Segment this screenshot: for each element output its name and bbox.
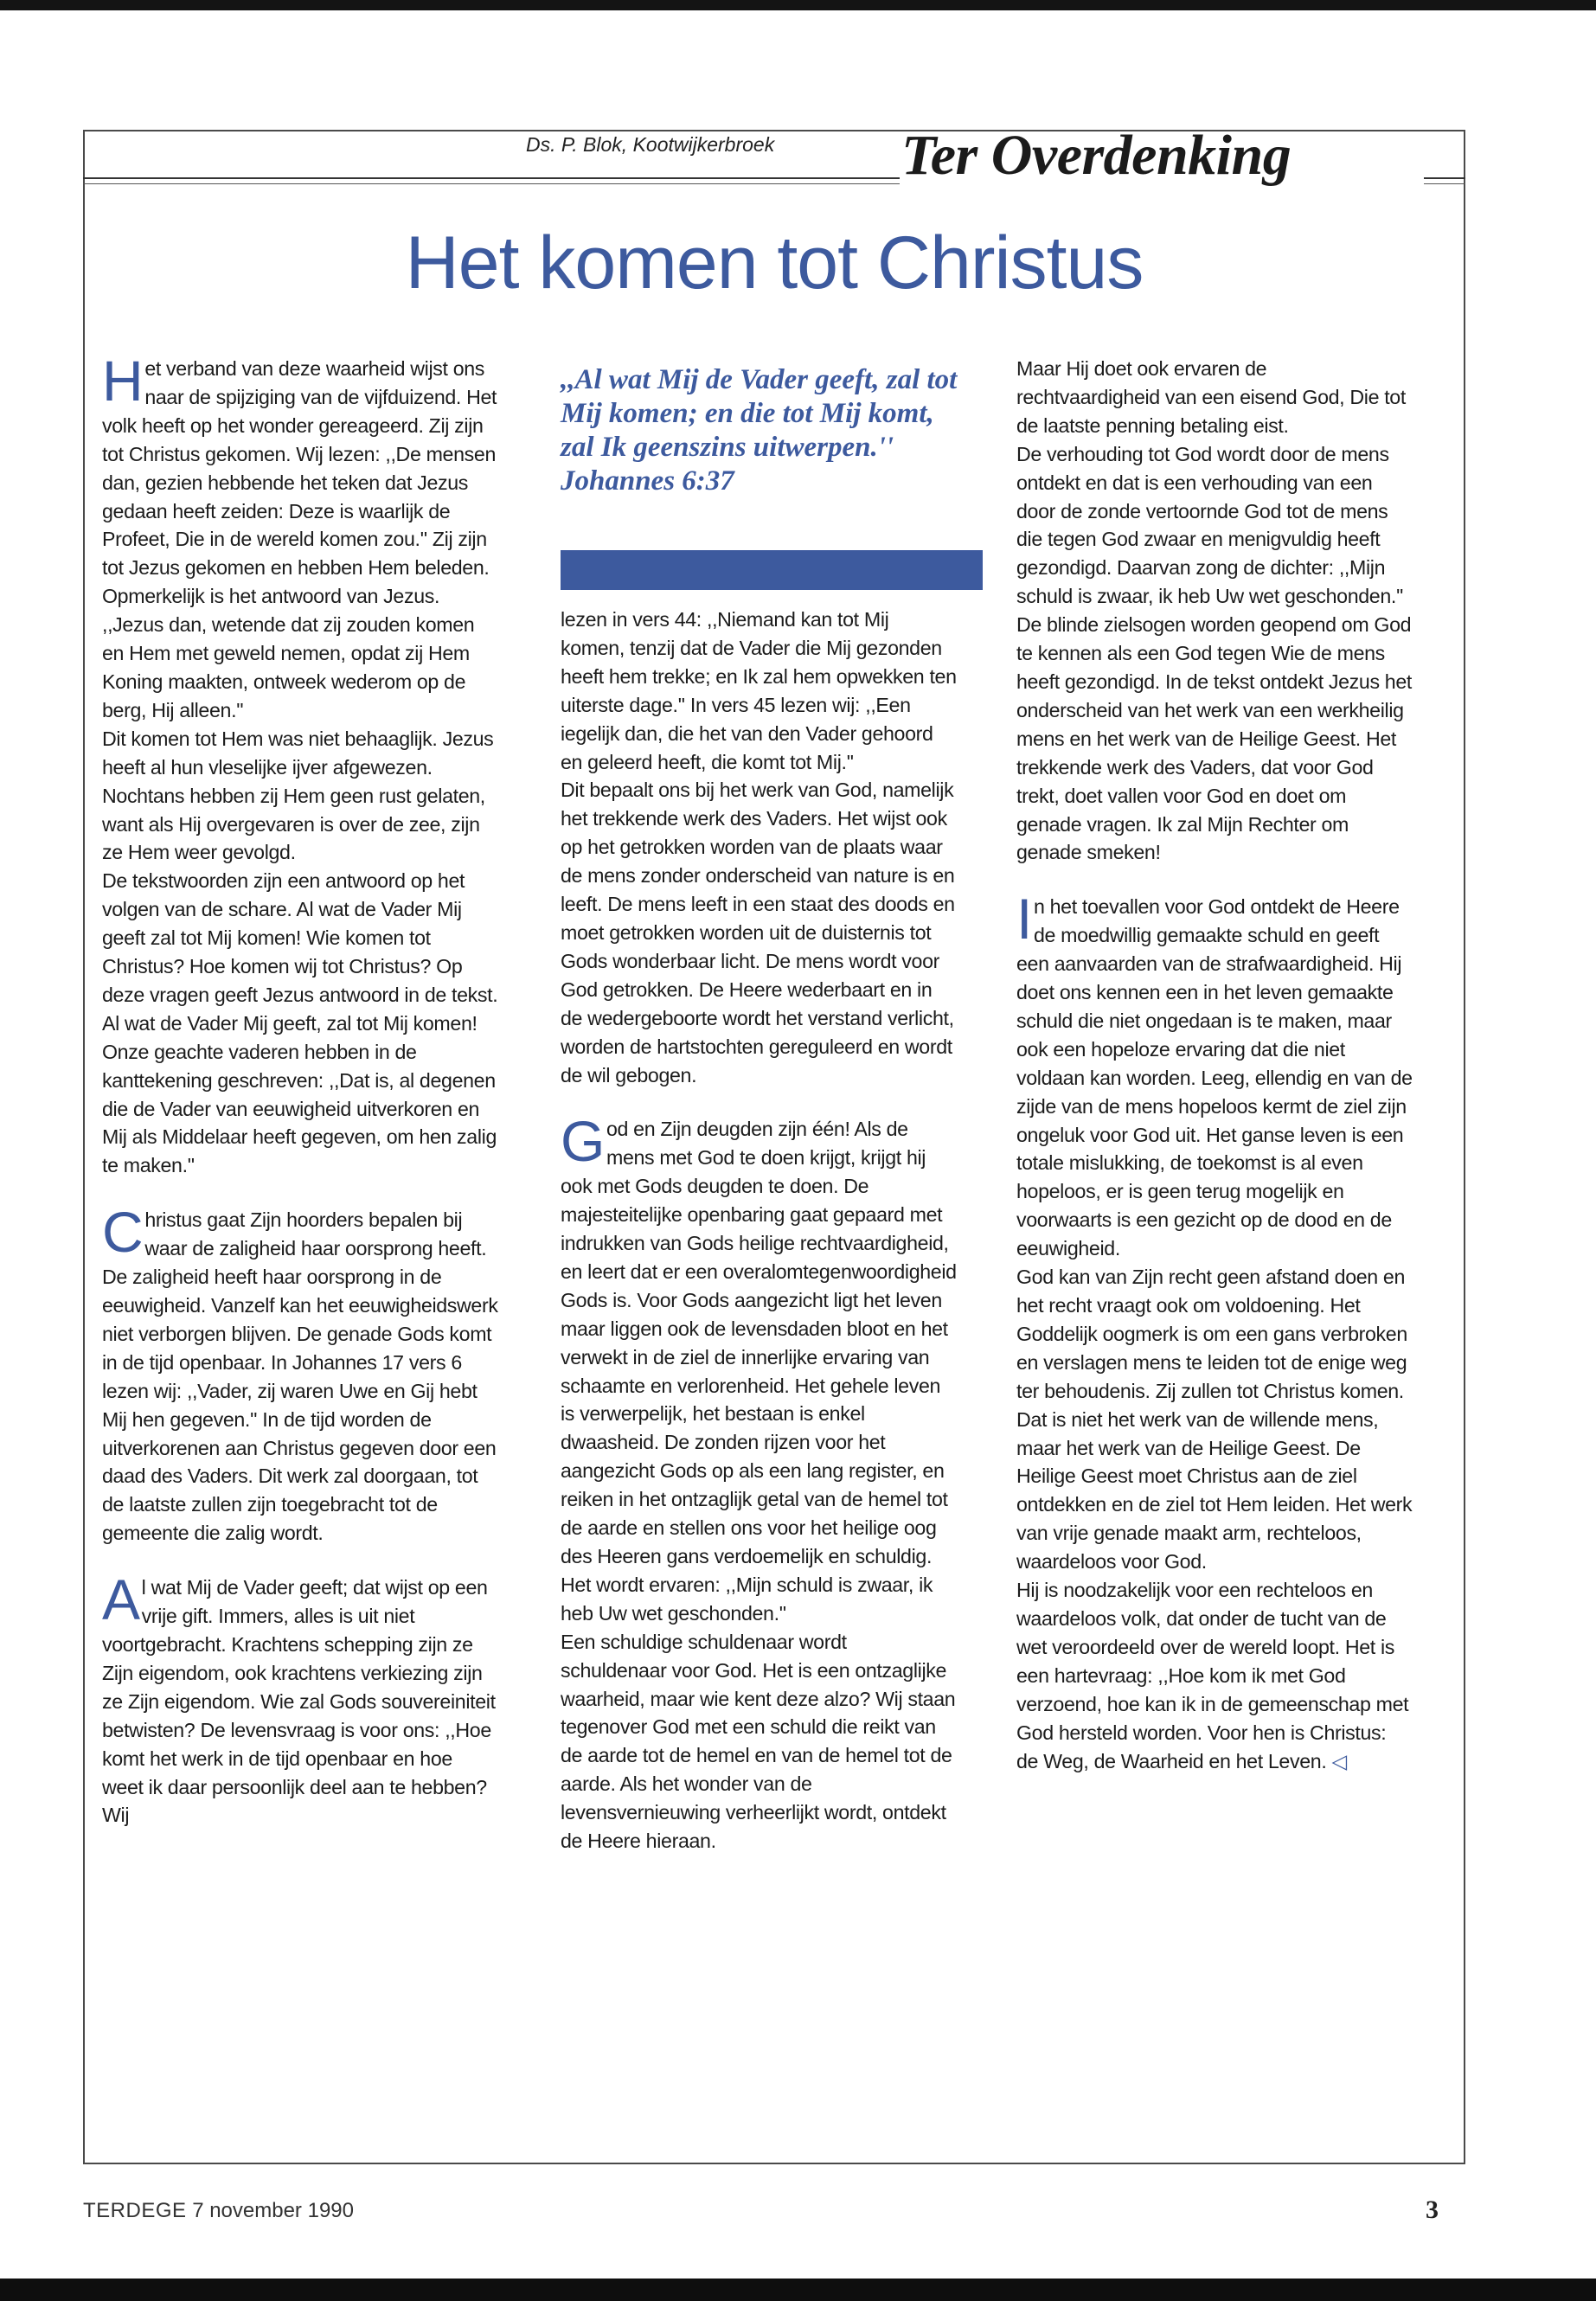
pull-quote-text: ,,Al wat Mij de Vader geeft, zal tot Mij komen; en die tot Mij komt, zal Ik geenszins uitwerpen.'' bbox=[561, 364, 958, 463]
publication-name: TERDEGE bbox=[83, 2199, 187, 2222]
scan-edge-bottom bbox=[0, 2279, 1596, 2301]
header-rule-thin bbox=[83, 183, 900, 184]
pull-quote bbox=[561, 363, 958, 498]
drop-cap: G bbox=[561, 1109, 605, 1174]
page-number: 3 bbox=[1426, 2195, 1439, 2224]
paragraph bbox=[1016, 887, 1413, 1263]
paragraph: De tekstwoorden zijn een antwoord op het volgen van de schare. Al wat de Vader Mij geeft zal tot Mij komen! Wie komen tot Christus? Hoe komen wij tot Christus? Op deze vragen geeft Jezus antwoord in de tekst. Al wat de Vader Mij geeft, zal tot Mij komen! Onze geachte vaderen hebben in de kanttekening geschreven: ,,Dat is, al degenen die de Vader van eeuwigheid uitverkoren en Mij als Middelaar heeft gegeven, om hen zalig te maken.'' bbox=[102, 869, 498, 1177]
paragraph bbox=[102, 1200, 498, 1548]
text-column-3 bbox=[1016, 355, 1413, 1775]
issue-date: 7 november 1990 bbox=[192, 2199, 354, 2222]
page-footer bbox=[83, 2199, 354, 2223]
paragraph bbox=[1016, 1576, 1413, 1775]
paragraph: Dit bepaalt ons bij het werk van God, namelijk het trekkende werk des Vaders. Het wijst ook op het getrokken worden van de plaats waar de mens zonder onderscheid van nature is en leeft. De mens leeft in een staat des doods en moet getrokken worden uit de duisternis tot Gods wonderbaar licht. De mens wordt voor God getrokken. De Heere wederbaart en in de wedergeboorte wordt het verstand verlicht, worden de hartstochten gereguleerd en wordt de wil gebogen. bbox=[561, 779, 955, 1086]
paragraph-text: et verband van deze waarheid wijst ons naar de spijziging van de vijfduizend. Het volk heeft op het wonder gereageerd. Zij zijn tot Christus gekomen. Wij lezen: ,,De mensen dan, gezien hebbende het teken dat Jezus gedaan heeft zeiden: Deze is waarlijk de Profeet, Die in de wereld komen zou.'' Zij zijn tot Jezus gekomen en hebben Hem beleden. Opmerkelijk is het antwoord van Jezus. ,,Jezus dan, wetende dat zij zouden komen en Hem met geweld nemen, opdat zij Hem Koning maakten, ontweek wederom op de berg, Hij alleen.'' bbox=[102, 357, 497, 721]
paragraph: Dit komen tot Hem was niet behaaglijk. Jezus heeft al hun vleselijke ijver afgewezen. Nochtans hebben zij Hem geen rust gelaten, want als Hij overgevaren is over de zee, zijn ze Hem weer gevolgd. bbox=[102, 727, 494, 864]
drop-cap: H bbox=[102, 349, 144, 413]
paragraph: De verhouding tot God wordt door de mens ontdekt en dat is een verhouding van een door de zonde vertoornde God tot de mens die tegen God zwaar en menigvuldig heeft gezondigd. Daarvan zong de dichter: ,,Mijn schuld is zwaar, ik heb Uw wet geschonden.'' De blinde zielsogen worden geopend om God te kennen als een God tegen Wie de mens heeft gezondigd. In de tekst ontdekt Jezus het onderscheid van het werk van een werkheilig mens en het werk van de Heilige Geest. Het trekkende werk des Vaders, dat voor God trekt, doet vallen voor God en doet om genade vragen. Ik zal Mijn Rechter om genade smeken! bbox=[1016, 442, 1412, 864]
author-byline: Ds. P. Blok, Kootwijkerbroek bbox=[526, 133, 775, 156]
pull-quote-reference: Johannes 6:37 bbox=[561, 465, 734, 497]
paragraph: Een schuldige schuldenaar wordt schuldenaar voor God. Het is een ontzaglijke waarheid, maar wie kent deze alzo? Wij staan tegenover God met een schuld die reikt van de aarde tot de hemel en van de hemel tot de aarde. Als het wonder van de levensvernieuwing verheerlijkt wordt, ontdekt de Heere hieraan. bbox=[561, 1630, 956, 1853]
paragraph: God kan van Zijn recht geen afstand doen en het recht vraagt ook om voldoening. Het Goddelijk oogmerk is om een gans verbroken en verslagen mens te leiden tot de enige weg ter behoudenis. Zij zullen tot Christus komen. Dat is niet het werk van de willende mens, maar het werk van de Heilige Geest. De Heilige Geest moet Christus aan de ziel ontdekken en de ziel tot Hem leiden. Het werk van vrije genade maakt arm, rechteloos, waardeloos voor God. bbox=[1016, 1266, 1413, 1574]
paragraph: Maar Hij doet ook ervaren de rechtvaardigheid van een eisend God, Die tot de laatste penning betaling eist. bbox=[1016, 357, 1406, 437]
paragraph-text: Hij is noodzakelijk voor een rechteloos en waardeloos volk, dat onder de tucht van de wet veroordeeld over de wereld loopt. Het is een hartevraag: ,,Hoe kom ik met God verzoend, hoe kan ik in de gemeenschap met God hersteld worden. Voor hen is Christus: de Weg, de Waarheid en het Leven. bbox=[1016, 1579, 1409, 1772]
drop-cap: C bbox=[102, 1200, 144, 1265]
paragraph: lezen in vers 44: ,,Niemand kan tot Mij komen, tenzij dat de Vader die Mij gezonden heeft hem trekke; en Ik zal hem opwekken ten uiterste dage.'' In vers 45 lezen wij: ,,Een iegelijk dan, die het van den Vader gehoord en geleerd heeft, die komt tot Mij.'' bbox=[561, 608, 957, 773]
header-rule-right-thin bbox=[1424, 183, 1465, 184]
pull-quote-bar bbox=[561, 550, 983, 590]
text-column-1 bbox=[102, 349, 498, 1830]
scan-edge-top bbox=[0, 0, 1596, 10]
header-rule-right bbox=[1424, 177, 1465, 179]
section-kicker: Ter Overdenking bbox=[901, 124, 1292, 187]
header-rule bbox=[83, 177, 900, 179]
paragraph bbox=[102, 349, 498, 725]
paragraph-text: od en Zijn deugden zijn één! Als de mens met God te doen krijgt, krijgt hij ook met Gods deugden te doen. De majesteitelijke openbaring gaat gepaard met indrukken van Gods heilige rechtvaardigheid, en leert dat er een overalomtegenwoordigheid Gods is. Voor Gods aangezicht ligt het leven maar liggen ook de levensdaden bloot en het verwekt in de ziel de innerlijke ervaring van schaamte en verlorenheid. Het gehele leven is verwerpelijk, het bestaan is enkel dwaasheid. De zonden rijzen voor het aangezicht Gods op als een lang register, en reiken in het ontzaglijk getal van de hemel tot de aarde en stellen ons voor het heilige oog des Heeren gans verdoemelijk en schuldig. Het wordt ervaren: ,,Mijn schuld is zwaar, ik heb Uw wet geschonden.'' bbox=[561, 1118, 957, 1625]
end-mark-icon: ◁ bbox=[1331, 1749, 1347, 1772]
drop-cap: I bbox=[1016, 887, 1032, 952]
paragraph bbox=[102, 1567, 498, 1830]
drop-cap: A bbox=[102, 1567, 140, 1632]
paragraph-text: n het toevallen voor God ontdekt de Heere de moedwillig gemaakte schuld en geeft een aanvaarden van de strafwaardigheid. Hij doet ons kennen een in het leven gemaakte schuld die niet ongedaan is te maken, maar ook een hopeloze ervaring dat die niet voldaan kan worden. Leeg, ellendig en van de zijde van de mens hopeloos kermt de ziel zijn ongeluk voor God uit. Het ganse leven is een totale mislukking, de toekomst is al even hopeloos, er is geen terug mogelijk en voorwaarts is een gezicht op de dood en de eeuwigheid. bbox=[1016, 895, 1413, 1260]
text-column-2 bbox=[561, 606, 957, 1856]
paragraph-text: hristus gaat Zijn hoorders bepalen bij waar de zaligheid haar oorsprong heeft. De zaligheid heeft haar oorsprong in de eeuwigheid. Vanzelf kan het eeuwigheidswerk niet verborgen blijven. De genade Gods komt in de tijd openbaar. In Johannes 17 vers 6 lezen wij: ,,Vader, zij waren Uwe en Gij hebt Mij hen gegeven.'' In de tijd worden de uitverkorenen aan Christus gegeven door een daad des Vaders. Dit werk zal doorgaan, tot de laatste zullen zijn toegebracht tot de gemeente die zalig wordt. bbox=[102, 1208, 498, 1545]
article-title: Het komen tot Christus bbox=[405, 221, 1144, 304]
paragraph-text: l wat Mij de Vader geeft; dat wijst op een vrije gift. Immers, alles is uit niet voortgebracht. Krachtens schepping zijn ze Zijn eigendom, ook krachtens verkiezing zijn ze Zijn eigendom. Wie zal Gods souvereiniteit betwisten? De levensvraag is voor ons: ,,Hoe komt het werk in de tijd openbaar en hoe weet ik daar persoonlijk deel aan te hebben? Wij bbox=[102, 1576, 496, 1827]
paragraph bbox=[561, 1109, 957, 1627]
